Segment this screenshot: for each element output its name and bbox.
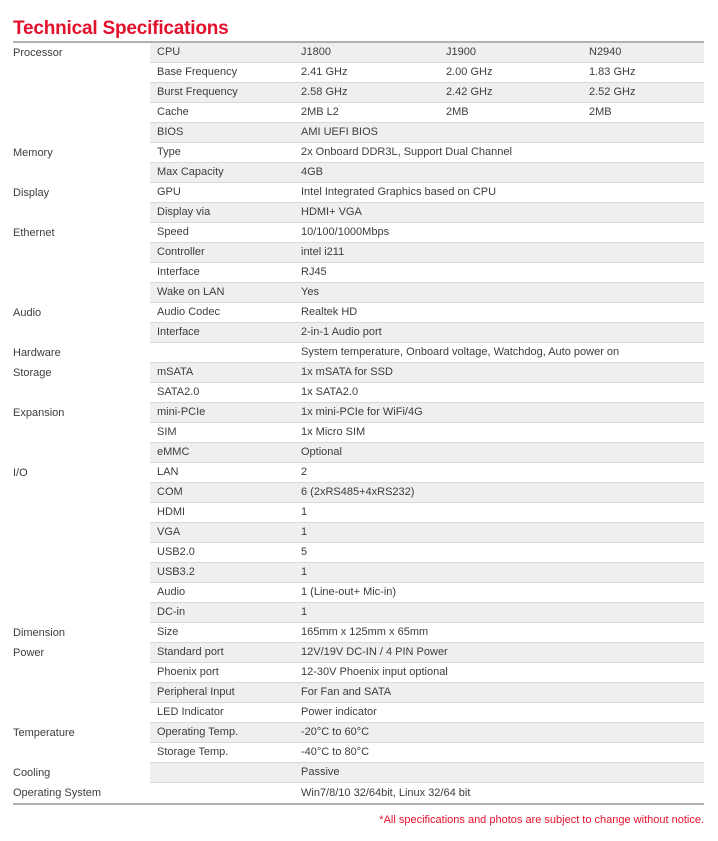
category-label [13,583,150,603]
spec-value: 10/100/1000Mbps [301,226,390,238]
spec-row-content [150,583,704,603]
spec-value: Yes [301,286,319,298]
spec-label: Audio [157,586,186,598]
spec-value: -40°C to 80°C [301,746,370,758]
spec-row-content [150,763,704,783]
spec-row [13,363,704,383]
category-label [13,683,150,703]
spec-row [13,303,704,323]
category-label: I/O [13,463,150,483]
spec-row [13,343,704,363]
spec-value: 2 [301,466,308,478]
spec-row [13,443,704,463]
spec-row-content [150,243,704,263]
spec-row-content [150,403,704,423]
spec-row [13,503,704,523]
spec-row [13,463,704,483]
category-label [13,383,150,403]
spec-value: Win7/8/10 32/64bit, Linux 32/64 bit [301,787,471,799]
spec-label: Standard port [157,646,224,658]
spec-value: J1800 [301,46,331,58]
category-label: Storage [13,363,150,383]
category-label [13,203,150,223]
spec-value: Intel Integrated Graphics based on CPU [301,186,497,198]
spec-row [13,283,704,303]
spec-label: Burst Frequency [157,86,238,98]
category-label [13,743,150,763]
spec-row [13,203,704,223]
spec-row-content [150,183,704,203]
spec-label: Max Capacity [157,166,224,178]
spec-label: Operating Temp. [157,726,239,738]
spec-label: Size [157,626,179,638]
spec-row [13,743,704,763]
spec-row-content [150,723,704,743]
spec-row [13,223,704,243]
spec-row-content [150,623,704,643]
spec-label: Cache [157,106,189,118]
spec-label: Speed [157,226,189,238]
spec-label: SATA2.0 [157,386,200,398]
spec-label: USB2.0 [157,546,195,558]
spec-row [13,263,704,283]
spec-value: 2.42 GHz [446,86,493,98]
category-label [13,503,150,523]
spec-value: For Fan and SATA [301,686,392,698]
category-label [13,163,150,183]
spec-label: COM [157,486,183,498]
spec-label: LAN [157,466,179,478]
spec-row-content [150,343,704,363]
spec-value: intel i211 [301,246,345,258]
spec-value: Optional [301,446,342,458]
spec-row-content [150,563,704,583]
spec-value: 12-30V Phoenix input optional [301,666,448,678]
spec-row-content [150,603,704,623]
spec-value: 1 [301,566,308,578]
spec-row [13,543,704,563]
spec-value: 1x Micro SIM [301,426,366,438]
spec-label: Wake on LAN [157,286,225,298]
category-label [13,103,150,123]
spec-row [13,143,704,163]
spec-row-content [150,203,704,223]
spec-row [13,663,704,683]
category-label [13,603,150,623]
spec-row [13,603,704,623]
spec-label: BIOS [157,126,184,138]
spec-label: Display via [157,206,211,218]
spec-row [13,43,704,63]
spec-value: 2MB L2 [301,106,339,118]
spec-label: Phoenix port [157,666,219,678]
spec-value: 1 [301,606,308,618]
spec-row [13,483,704,503]
spec-row [13,163,704,183]
spec-value: 5 [301,546,308,558]
spec-row [13,323,704,343]
spec-value: 1.83 GHz [589,66,636,78]
spec-label [150,763,300,782]
spec-row-content [150,123,704,143]
spec-label: GPU [157,186,181,198]
spec-row-content [150,503,704,523]
spec-row [13,63,704,83]
spec-row-content [150,463,704,483]
spec-row-content [150,363,704,383]
category-label: Cooling [13,763,150,783]
spec-row-content [150,283,704,303]
spec-label [150,783,300,803]
spec-value: 2.52 GHz [589,86,636,98]
category-label [13,123,150,143]
spec-label: Interface [157,266,200,278]
spec-row-content [150,83,704,103]
spec-row [13,423,704,443]
category-label [13,543,150,563]
spec-row [13,783,704,803]
spec-row-content [150,643,704,663]
category-label [13,423,150,443]
spec-row-content [150,523,704,543]
spec-row-content [150,103,704,123]
spec-row [13,703,704,723]
spec-value: AMI UEFI BIOS [301,126,379,138]
spec-row [13,763,704,783]
spec-row-content [150,303,704,323]
spec-value: 2x Onboard DDR3L, Support Dual Channel [301,146,512,158]
spec-label: USB3.2 [157,566,195,578]
category-label [13,243,150,263]
spec-label [150,343,300,362]
spec-value: RJ45 [301,266,327,278]
spec-row-content [150,703,704,723]
spec-row-content [150,483,704,503]
spec-value: J1900 [446,46,476,58]
spec-row [13,183,704,203]
spec-row-content [150,663,704,683]
spec-row-content [150,423,704,443]
spec-row [13,523,704,543]
spec-row [13,83,704,103]
category-label [13,323,150,343]
category-label: Memory [13,143,150,163]
category-label: Audio [13,303,150,323]
spec-value: -20°C to 60°C [301,726,370,738]
spec-table [13,41,704,805]
spec-value: 12V/19V DC-IN / 4 PIN Power [301,646,448,658]
spec-row [13,123,704,143]
spec-row [13,623,704,643]
spec-row-content [150,743,704,763]
category-label [13,63,150,83]
spec-value: 165mm x 125mm x 65mm [301,626,429,638]
spec-label: VGA [157,526,181,538]
spec-value: Passive [301,766,340,778]
spec-row-content [150,43,704,63]
spec-value: 1 (Line-out+ Mic-in) [301,586,397,598]
category-label: Power [13,643,150,663]
spec-label: Interface [157,326,200,338]
spec-row-content [150,143,704,163]
spec-value: N2940 [589,46,622,58]
spec-label: eMMC [157,446,190,458]
page-title: Technical Specifications [13,17,229,39]
category-label [13,83,150,103]
spec-row [13,243,704,263]
spec-label: Type [157,146,181,158]
spec-value: 1x mSATA for SSD [301,366,393,378]
spec-row [13,103,704,123]
spec-label: Audio Codec [157,306,220,318]
spec-row [13,563,704,583]
spec-value: HDMI+ VGA [301,206,362,218]
spec-row [13,383,704,403]
spec-label: Controller [157,246,205,258]
spec-row [13,683,704,703]
spec-label: SIM [157,426,177,438]
category-label: Processor [13,43,150,63]
spec-row-content [150,323,704,343]
spec-row [13,583,704,603]
spec-value: 4GB [301,166,324,178]
category-label: Display [13,183,150,203]
spec-label: DC-in [157,606,186,618]
spec-value: 2MB [589,106,612,118]
category-label: Temperature [13,723,150,743]
category-label [13,523,150,543]
spec-value: 1 [301,506,308,518]
spec-value: 1x mini-PCIe for WiFi/4G [301,406,423,418]
spec-value: 6 (2xRS485+4xRS232) [301,486,415,498]
spec-label: CPU [157,46,181,58]
category-label [13,563,150,583]
category-label [13,283,150,303]
spec-label: HDMI [157,506,186,518]
category-label: Expansion [13,403,150,423]
spec-row-content [150,63,704,83]
spec-label: Base Frequency [157,66,238,78]
footnote: *All specifications and photos are subject to change without notice. [379,814,704,826]
spec-value: Power indicator [301,706,377,718]
spec-row [13,723,704,743]
category-label [13,443,150,463]
category-label [13,263,150,283]
category-label: Ethernet [13,223,150,243]
spec-value: 2.41 GHz [301,66,348,78]
spec-value: 2.58 GHz [301,86,348,98]
spec-value: Realtek HD [301,306,358,318]
spec-value: System temperature, Onboard voltage, Watchdog, Auto power on [301,346,620,358]
spec-row-content [150,163,704,183]
category-label: Dimension [13,623,150,643]
spec-label: LED Indicator [157,706,224,718]
spec-row [13,643,704,663]
spec-label: Peripheral Input [157,686,235,698]
category-label [13,663,150,683]
spec-row [13,403,704,423]
spec-row-content [150,683,704,703]
spec-value: 2MB [446,106,469,118]
spec-row-content [150,383,704,403]
spec-value: 2.00 GHz [446,66,493,78]
spec-value: 2-in-1 Audio port [301,326,382,338]
category-label [13,483,150,503]
category-label: Hardware [13,343,150,363]
spec-row-content [150,223,704,243]
spec-label: mSATA [157,366,194,378]
spec-row-content [150,263,704,283]
category-label [13,703,150,723]
category-label: Operating System [13,783,150,803]
spec-value: 1 [301,526,308,538]
spec-value: 1x SATA2.0 [301,386,359,398]
spec-row-content [150,443,704,463]
spec-label: mini-PCIe [157,406,206,418]
spec-row-content [150,783,704,803]
spec-label: Storage Temp. [157,746,229,758]
spec-row-content [150,543,704,563]
